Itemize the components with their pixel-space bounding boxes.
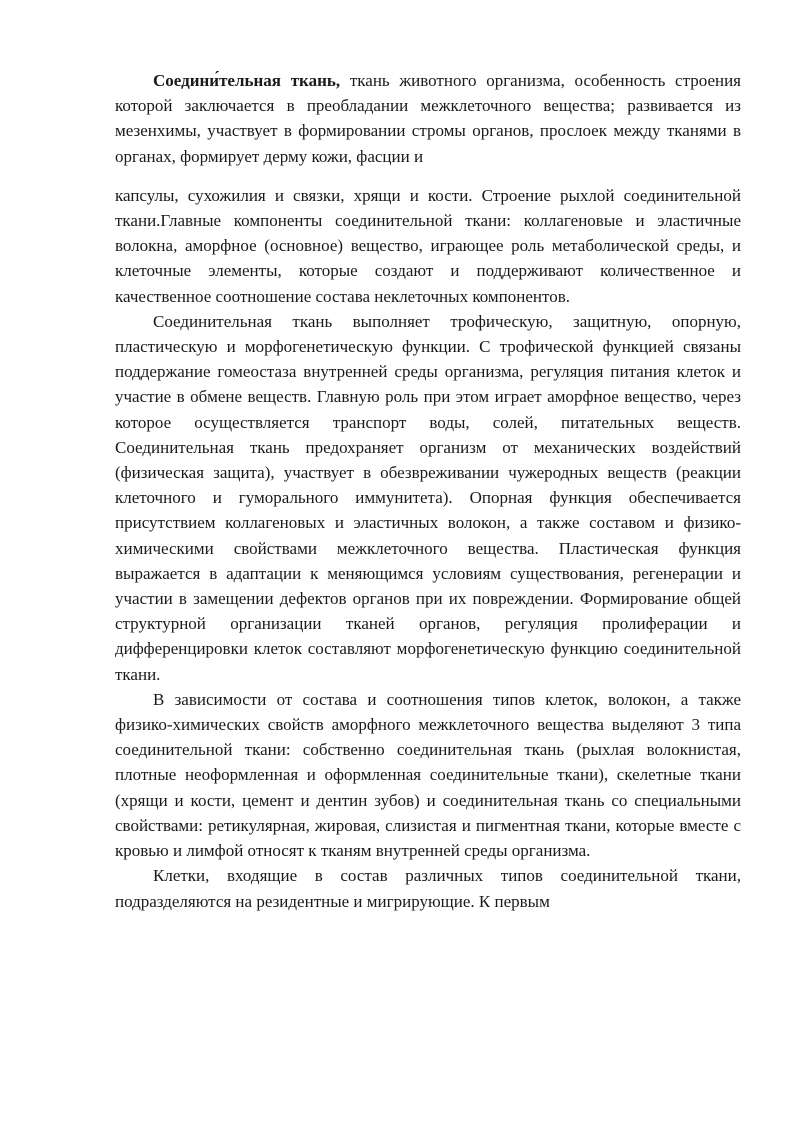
paragraph-intro <box>115 68 741 169</box>
document-body <box>115 68 741 914</box>
term-heading: Соедини́тельная ткань, <box>153 71 341 90</box>
paragraph-intro-text: ткань животного организма, особенность строения которой заключается в преобладании межклеточного вещества; развивается из мезенхимы, участвует в формировании стромы органов, прослоек между тканями в органах, формирует дерму кожи, фасции и <box>115 71 742 166</box>
paragraph-types: В зависимости от состава и соотношения типов клеток, волокон, а также физико-химических свойств аморфного межклеточного вещества выделяют 3 типа соединительной ткани: собственно соединительная ткань (рыхлая волокнистая, плотные неоформленная и оформленная соединительные ткани), скелетные ткани (хрящи и кости, цемент и дентин зубов) и соединительная ткань со специальными свойствами: ретикулярная, жировая, слизистая и пигментная ткани, которые вместе с кровью и лимфой относят к тканям внутренней среды организма. <box>115 689 741 861</box>
paragraph-cells: Клетки, входящие в состав различных типов соединительной ткани, подразделяются на резидентные и мигрирующие. К первым <box>115 866 741 911</box>
paragraph-gap <box>115 169 741 183</box>
paragraph-functions: Соединительная ткань выполняет трофическую, защитную, опорную, пластическую и морфогенетическую функции. С трофической функцией связаны поддержание гомеостаза внутренней среды организма, регуляция питания клеток и участие в обмене веществ. Главную роль при этом играет аморфное вещество, через которое осуществляется транспорт воды, солей, питательных веществ. Соединительная ткань предохраняет организм от механических воздействий (физическая защита), участвует в обезвреживании чужеродных веществ (реакции клеточного и гуморального иммунитета). Опорная функция обеспечивается присутствием коллагеновых и эластичных волокон, а также составом и физико-химическими свойствами межклеточного вещества. Пластическая функция выражается в адаптации к меняющимся условиям существования, регенерации и участии в замещении дефектов органов при их повреждении. Формирование общей структурной организации тканей органов, регуляция пролиферации и дифференцировки клеток составляют морфогенетическую функцию соединительной ткани. <box>115 311 741 684</box>
paragraph-structure: капсулы, сухожилия и связки, хрящи и кости. Строение рыхлой соединительной ткани.Главные компоненты соединительной ткани: коллагеновые и эластичные волокна, аморфное (основное) вещество, играющее роль метаболической среды, и клеточные элементы, которые создают и поддерживают количественное и качественное соотношение состава неклеточных компонентов. <box>115 185 741 306</box>
